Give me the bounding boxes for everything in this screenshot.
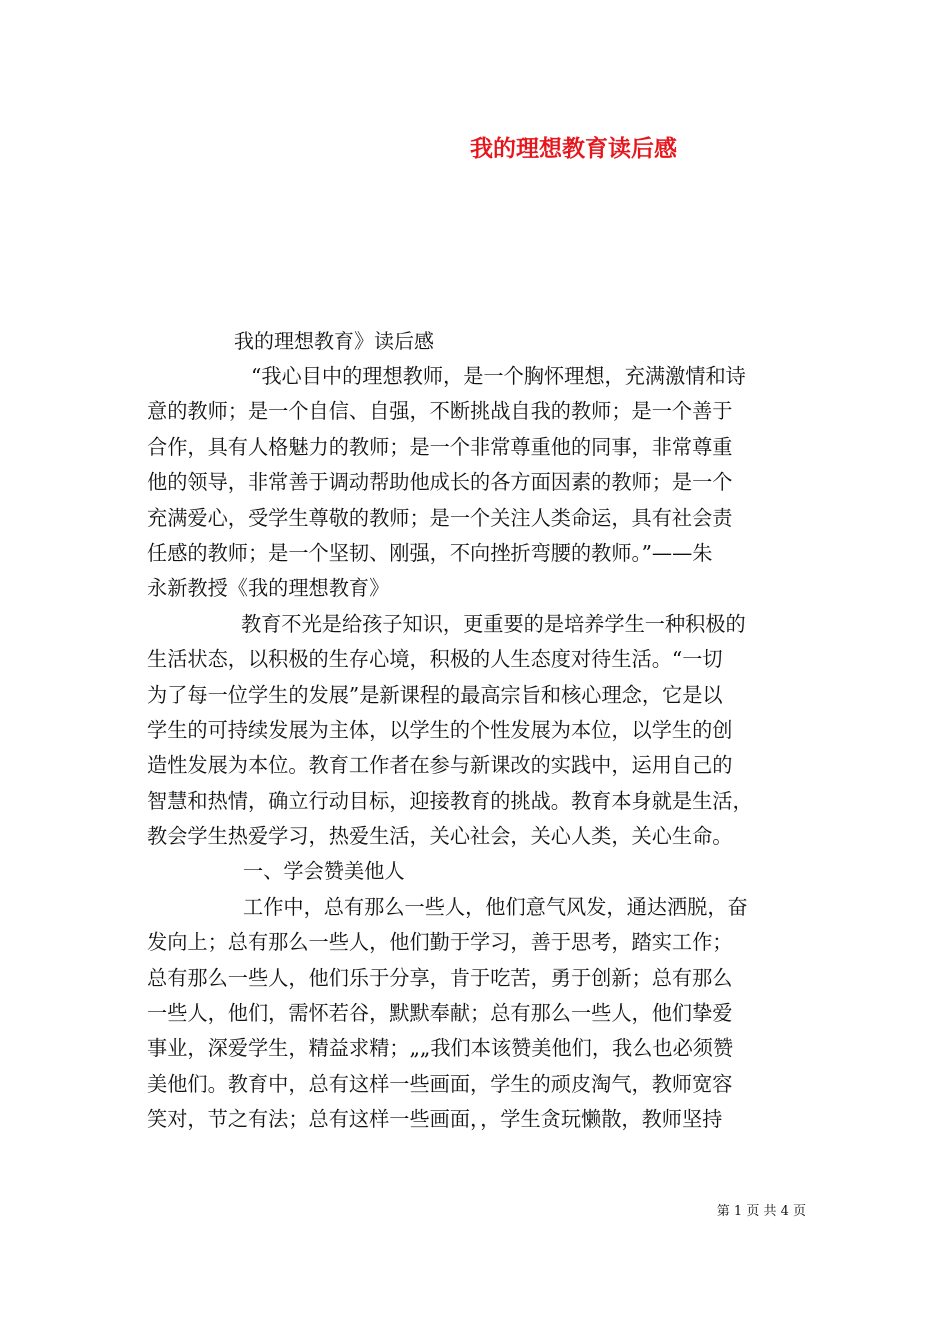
text-line: 一些人，他们，需怀若谷，默默奉献；总有那么一些人，他们挚爱 [147, 1001, 733, 1026]
text-line: 教会学生热爱学习，热爱生活，关心社会，关心人类，关心生命。 [147, 824, 733, 849]
text-line: 意的教师；是一个自信、自强，不断挑战自我的教师；是一个善于 [147, 399, 733, 424]
text-line: 任感的教师；是一个坚韧、刚强，不向挫折弯腰的教师。”——朱 [147, 540, 713, 565]
text-line: 生活状态，以积极的生存心境，积极的人生态度对待生活。“一切 [147, 647, 723, 672]
text-line: 学生的可持续发展为主体，以学生的个性发展为本位，以学生的创 [147, 717, 733, 742]
text-line: 事业，深爱学生，精益求精；„„我们本该赞美他们，我么也必须赞 [147, 1036, 734, 1061]
text-line: 美他们。教育中，总有这样一些画面，学生的顽皮淘气，教师宽容 [147, 1071, 733, 1096]
text-line: 合作，具有人格魅力的教师；是一个非常尊重他的同事，非常尊重 [147, 434, 733, 459]
text-line: 永新教授《我的理想教育》 [147, 576, 390, 601]
text-line: 他的领导，非常善于调动帮助他成长的各方面因素的教师；是一个 [147, 470, 733, 495]
section-heading: 一、学会赞美他人 [243, 859, 405, 884]
text-line: 工作中，总有那么一些人，他们意气风发，通达洒脱，奋 [243, 894, 748, 919]
page-number: 第 1 页 共 4 页 [716, 1204, 806, 1219]
text-line: 智慧和热情，确立行动目标，迎接教育的挑战。教育本身就是生活， [147, 788, 753, 813]
text-line: 充满爱心，受学生尊敬的教师；是一个关注人类命运，具有社会责 [147, 505, 733, 530]
text-line: 发向上；总有那么一些人，他们勤于学习，善于思考，踏实工作； [147, 930, 733, 955]
text-line: 造性发展为本位。教育工作者在参与新课改的实践中，运用自己的 [147, 753, 733, 778]
text-line: 笑对，节之有法；总有这样一些画面，，学生贪玩懒散，教师坚持 [147, 1107, 723, 1132]
text-line: 教育不光是给孩子知识，更重要的是培养学生一种积极的 [241, 611, 746, 636]
text-line: 总有那么一些人，他们乐于分享，肯于吃苦，勇于创新；总有那么 [147, 965, 733, 990]
text-line: 为了每一位学生的发展”是新课程的最高宗旨和核心理念，它是以 [147, 682, 723, 707]
document-subtitle: 我的理想教育》读后感 [234, 329, 434, 353]
document-body [147, 359, 807, 1138]
document-title: 我的理想教育读后感 [470, 135, 677, 162]
text-line: “我心目中的理想教师，是一个胸怀理想，充满激情和诗 [251, 364, 746, 388]
